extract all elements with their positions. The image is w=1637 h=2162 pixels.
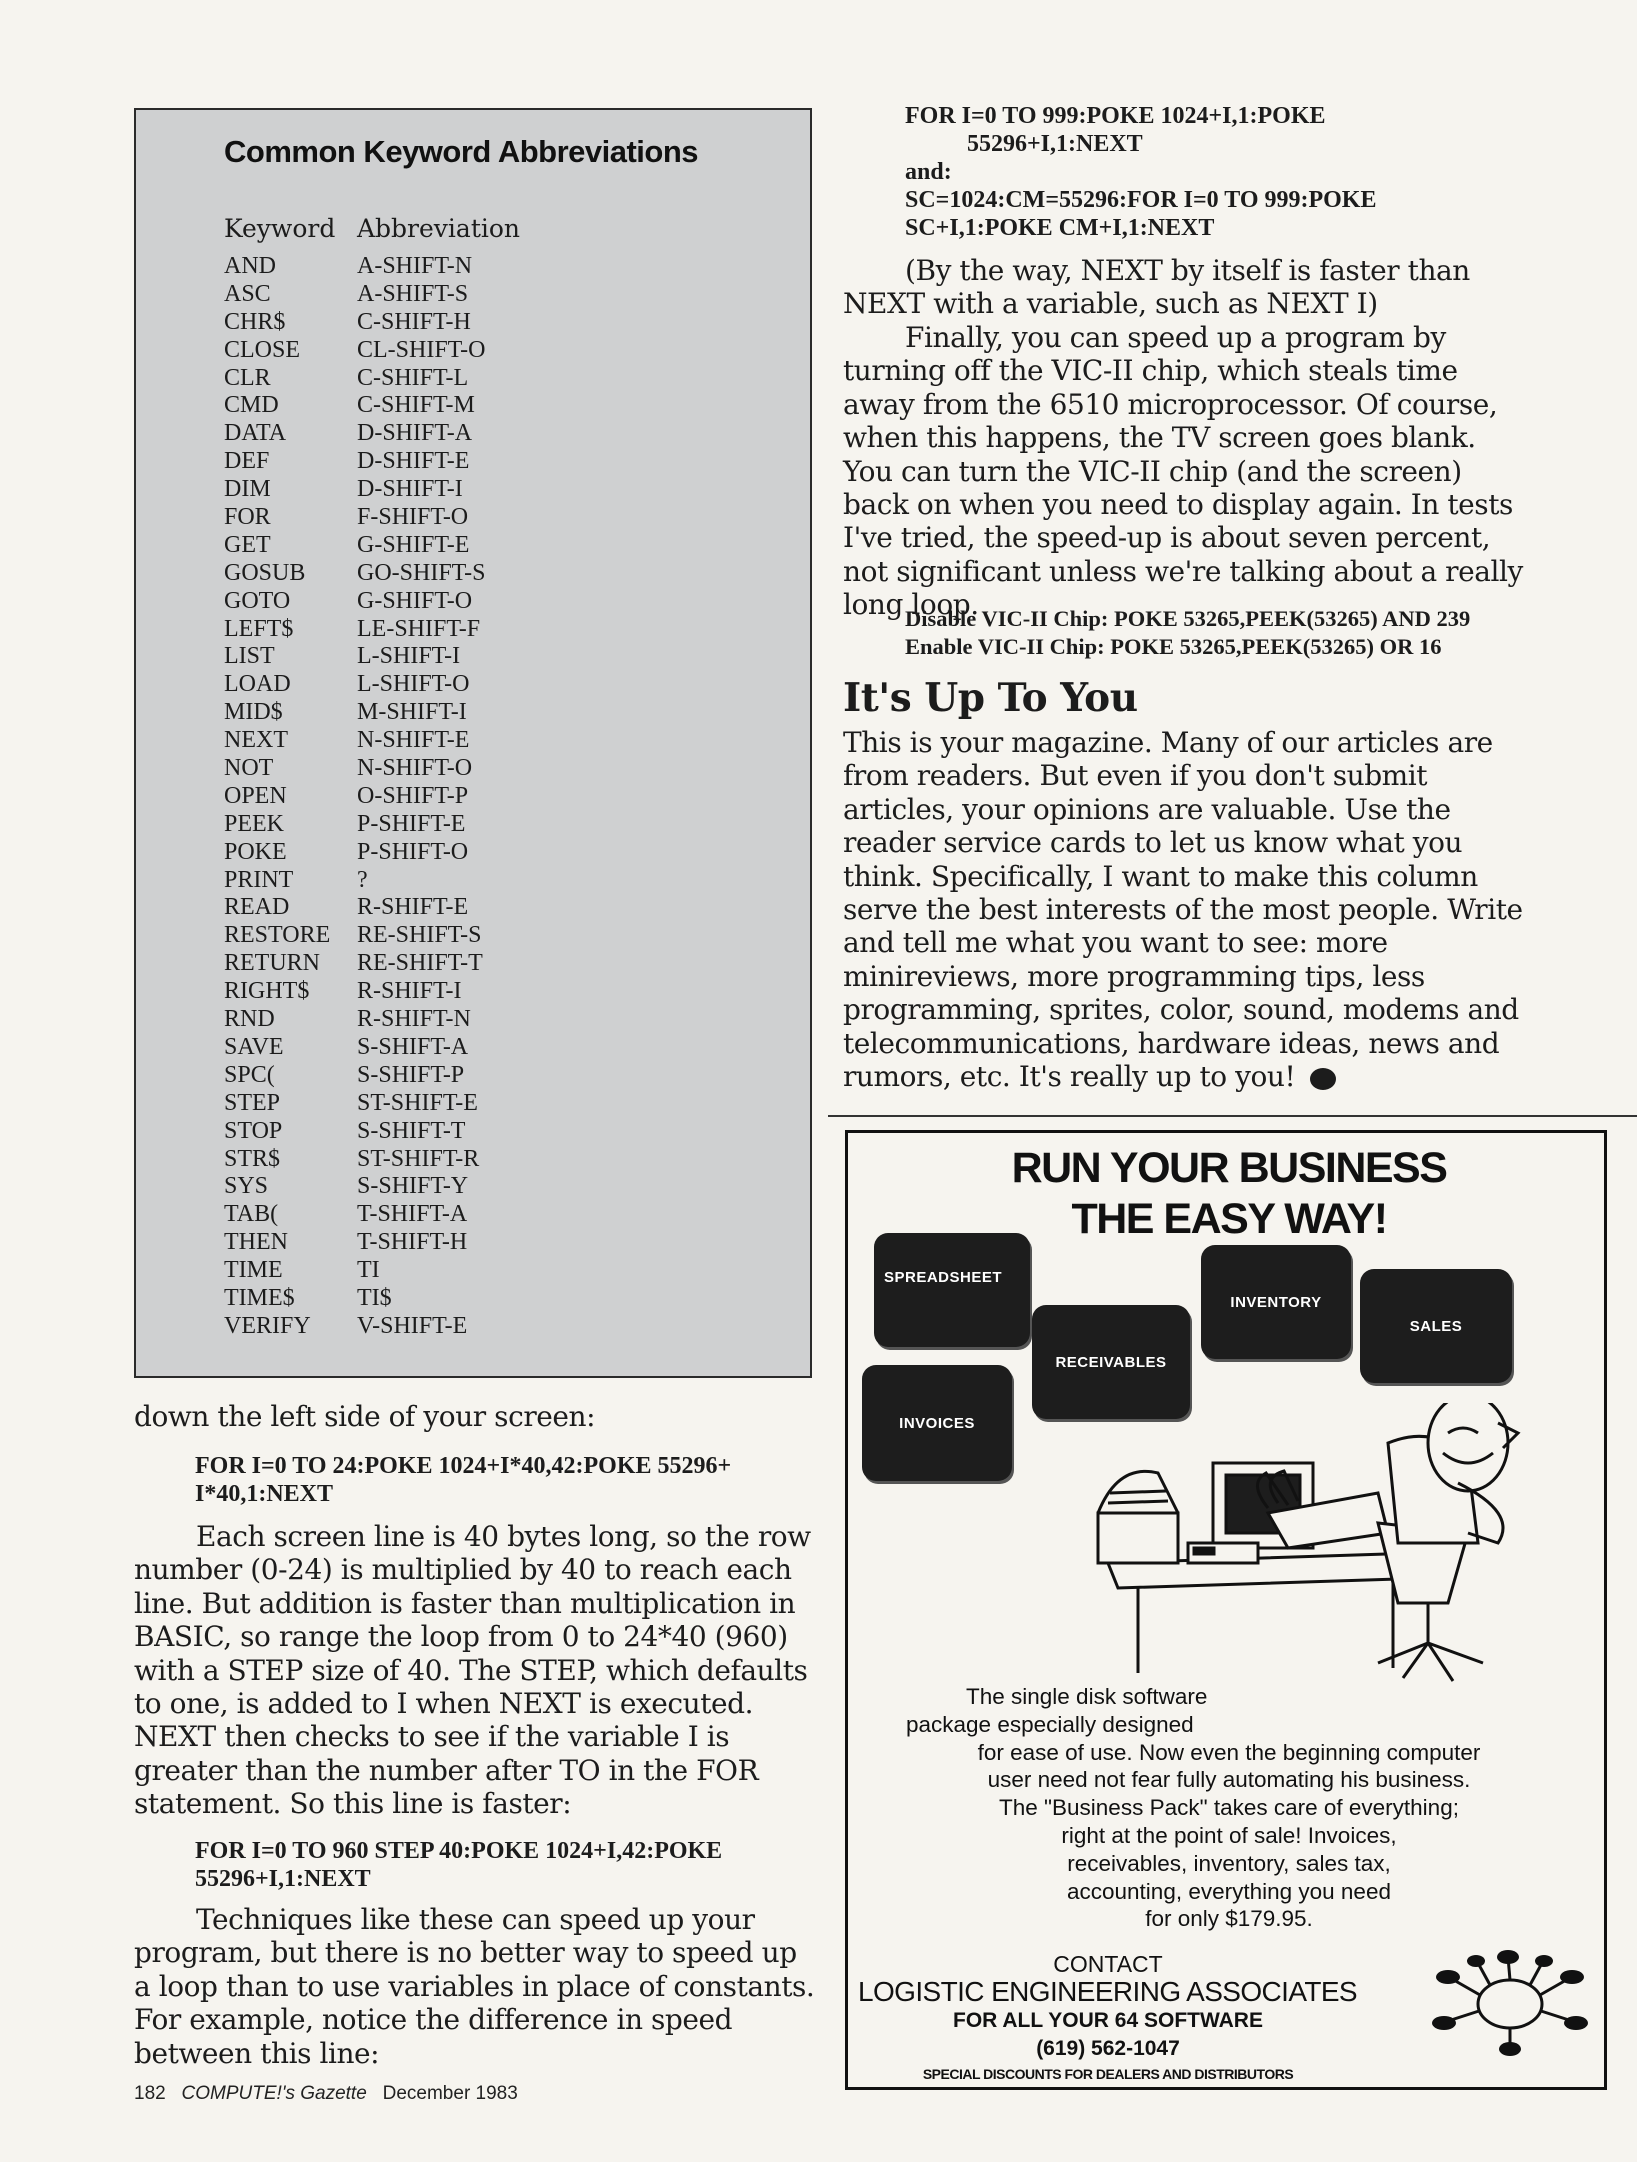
screen-inventory: INVENTORY [1201,1245,1351,1359]
paragraph: (By the way, NEXT by itself is faster than NEXT with a variable, such as NEXT I) [843,254,1470,321]
code-line: 55296+I,1:NEXT [195,1866,371,1892]
code-line: I*40,1:NEXT [195,1481,334,1507]
keyword-table-title: Common Keyword Abbreviations [224,134,699,169]
keyword-cell: SYS [224,1173,269,1200]
abbreviation-cell: C-SHIFT-L [357,364,469,391]
ad-body-line: receivables, inventory, sales tax, [1067,1850,1391,1876]
paragraph: Finally, you can speed up a program by turning off the VIC-II chip, which steals time away from the 6510 microprocessor. Of course, when this happens, the TV screen goes blank. You can turn the VIC-II chip (and the screen) back on when you need to display again. In tests I've tried, the speed-up is about seven percent, not significant unless we're talking about a really long loop. [843,321,1523,622]
keyword-row [224,1090,485,1118]
keyword-cell: GOSUB [224,559,306,586]
keyword-row [224,755,485,783]
keyword-row [224,1062,485,1090]
ad-body-line: The single disk software [966,1684,1208,1709]
abbreviation-cell: C-SHIFT-H [357,308,471,335]
keyword-cell: LOAD [224,671,291,698]
abbreviation-cell: S-SHIFT-T [357,1117,466,1144]
keyword-table-rows [224,253,485,1341]
keyword-cell: AND [224,253,276,279]
screen-sales: SALES [1360,1269,1512,1383]
keyword-row [224,309,485,337]
keyword-cell: CLR [224,364,271,391]
keyword-cell: CHR$ [224,308,286,335]
keyword-row [224,616,485,644]
paragraph: down the left side of your screen: [134,1400,596,1433]
screen-spreadsheet: SPREADSHEET [874,1233,1030,1347]
abbreviation-cell: TI$ [357,1284,392,1311]
keyword-cell: RESTORE [224,922,331,949]
keyword-cell: PRINT [224,866,294,893]
keyword-row [224,783,485,811]
code-line: Enable VIC-II Chip: POKE 53265,PEEK(53265) OR 16 [905,634,1442,659]
abbreviation-cell: D-SHIFT-I [357,476,463,503]
code-listing [905,102,1605,242]
ad-body-text [848,1683,1610,1933]
ad-body-line: for ease of use. Now even the beginning computer [977,1739,1481,1765]
keyword-table-box [134,108,812,1378]
keyword-column-header: Keyword [224,214,336,243]
abbreviation-cell: A-SHIFT-S [357,280,469,307]
abbreviation-cell: ? [357,866,368,893]
businessman-illustration [998,1403,1588,1693]
code-line: FOR I=0 TO 24:POKE 1024+I*40,42:POKE 55296+ [195,1453,732,1479]
abbreviation-cell: P-SHIFT-O [357,838,469,865]
code-line: 55296+I,1:NEXT [967,131,1143,157]
keyword-row [224,811,485,839]
ad-body-line: for only $179.95. [1145,1906,1313,1932]
keyword-row [224,281,485,309]
keyword-cell: STEP [224,1089,281,1116]
keyword-cell: CLOSE [224,336,301,363]
abbreviation-cell: T-SHIFT-A [357,1201,468,1228]
keyword-row [224,588,485,616]
keyword-row [224,476,485,504]
abbreviation-cell: L-SHIFT-O [357,671,470,698]
keyword-row [224,1201,485,1229]
abbreviation-cell: P-SHIFT-E [357,810,466,837]
abbreviation-cell: N-SHIFT-E [357,727,470,754]
keyword-cell: STR$ [224,1145,281,1172]
keyword-cell: THEN [224,1229,288,1256]
keyword-row [224,839,485,867]
keyword-row [224,420,485,448]
keyword-row [224,1173,485,1201]
code-line: SC+I,1:POKE CM+I,1:NEXT [905,215,1215,241]
abbreviation-cell: C-SHIFT-M [357,392,475,419]
keyword-cell: LIST [224,643,275,670]
ad-body-line: The "Business Pack" takes care of everything; [999,1795,1459,1821]
abbreviation-cell: M-SHIFT-I [357,699,467,726]
code-line: and: [905,159,952,185]
screen-receivables: RECEIVABLES [1032,1305,1190,1419]
keyword-row [224,922,485,950]
keyword-cell: MID$ [224,699,283,726]
abbreviation-cell: S-SHIFT-P [357,1061,465,1088]
keyword-row [224,1006,485,1034]
magazine-name: COMPUTE!'s Gazette [181,2083,367,2104]
keyword-row [224,1146,485,1174]
keyword-cell: RIGHT$ [224,978,310,1005]
abbreviation-cell: R-SHIFT-I [357,978,462,1005]
code-listing [195,1452,815,1508]
ad-headline-line: RUN YOUR BUSINESS [1011,1144,1447,1192]
ad-headline [848,1143,1610,1245]
ad-headline-line: THE EASY WAY! [1071,1195,1387,1243]
keyword-cell: GET [224,531,271,558]
abbreviation-cell: CL-SHIFT-O [357,336,486,363]
keyword-cell: VERIFY [224,1312,311,1339]
paragraph [843,726,1533,1093]
dealer-discount-note: SPECIAL DISCOUNTS FOR DEALERS AND DISTRIBUTORS [922,2066,1294,2082]
keyword-row [224,448,485,476]
company-logo-icon [1430,1949,1590,2059]
keyword-row [224,671,485,699]
abbreviation-cell: GO-SHIFT-S [357,559,486,586]
paragraph: Each screen line is 40 bytes long, so the row number (0-24) is multiplied by 40 to reach each line. But addition is faster than multiplication in BASIC, so range the loop from 0 to 24*40 (960) with a STEP size of 40. The STEP, which defaults to one, is added to I when NEXT is executed. NEXT then checks to see if the variable I is greater than the number after TO in the FOR statement. So this line is faster: [134,1520,811,1821]
keyword-row [224,1118,485,1146]
abbreviation-cell: N-SHIFT-O [357,755,473,782]
keyword-cell: DIM [224,476,271,503]
keyword-row [224,365,485,393]
abbreviation-cell: R-SHIFT-E [357,894,469,921]
keyword-cell: GOTO [224,587,291,614]
abbreviation-cell: G-SHIFT-O [357,587,473,614]
keyword-cell: POKE [224,838,287,865]
abbreviation-cell: TI [357,1257,380,1284]
keyword-cell: SPC( [224,1061,275,1088]
issue-date: December 1983 [382,2083,518,2104]
keyword-cell: NOT [224,755,274,782]
abbreviation-cell: L-SHIFT-I [357,643,461,670]
ad-tagline: FOR ALL YOUR 64 SOFTWARE [953,2009,1263,2032]
abbreviation-cell: D-SHIFT-E [357,448,470,475]
code-listing [905,605,1625,661]
keyword-row [224,894,485,922]
keyword-row [224,392,485,420]
code-line: FOR I=0 TO 960 STEP 40:POKE 1024+I,42:POKE [195,1838,723,1864]
ad-body-line: user need not fear fully automating his business. [987,1767,1471,1793]
keyword-cell: TIME$ [224,1284,295,1311]
keyword-row [224,699,485,727]
keyword-row [224,727,485,755]
keyword-row [224,1229,485,1257]
abbreviation-cell: F-SHIFT-O [357,504,469,531]
code-line: SC=1024:CM=55296:FOR I=0 TO 999:POKE [905,187,1377,213]
compute-logo-icon [1310,1068,1336,1090]
keyword-cell: OPEN [224,782,287,809]
keyword-row [224,337,485,365]
code-listing [195,1837,815,1893]
ad-body-line: accounting, everything you need [1067,1878,1391,1904]
keyword-cell: STOP [224,1117,283,1144]
keyword-row [224,1257,485,1285]
keyword-cell: RETURN [224,950,320,977]
abbreviation-cell: S-SHIFT-Y [357,1173,469,1200]
ad-contact [848,1951,1368,2085]
abbreviation-cell: RE-SHIFT-S [357,922,482,949]
keyword-cell: FOR [224,504,271,531]
abbreviation-cell: A-SHIFT-N [357,253,473,279]
keyword-row [224,978,485,1006]
paragraph: Techniques like these can speed up your program, but there is no better way to speed up a loop than to use variables in place of constants. For example, notice the difference in speed between this line: [134,1903,815,2070]
keyword-row [224,1285,485,1313]
page-number: 182 [134,2083,166,2104]
keyword-cell: RND [224,1006,275,1033]
keyword-cell: LEFT$ [224,615,294,642]
keyword-cell: TIME [224,1257,283,1284]
code-line: Disable VIC-II Chip: POKE 53265,PEEK(53265) AND 239 [905,606,1471,631]
keyword-row [224,504,485,532]
ad-body-line: right at the point of sale! Invoices, [1061,1822,1397,1848]
abbreviation-cell: ST-SHIFT-R [357,1145,480,1172]
keyword-row [224,643,485,671]
abbreviation-cell: ST-SHIFT-E [357,1089,478,1116]
keyword-cell: ASC [224,280,271,307]
section-heading: It's Up To You [843,675,1138,721]
abbreviation-cell: S-SHIFT-A [357,1033,469,1060]
keyword-cell: DATA [224,420,287,447]
keyword-cell: DEF [224,448,270,475]
keyword-cell: NEXT [224,727,288,754]
contact-label: CONTACT [1053,1951,1163,1977]
keyword-row [224,950,485,978]
keyword-cell: PEEK [224,810,284,837]
company-name: LOGISTIC ENGINEERING ASSOCIATES [858,1976,1357,2007]
keyword-cell: CMD [224,392,279,419]
advertisement [845,1130,1607,2090]
keyword-row [224,532,485,560]
paragraph-text: This is your magazine. Many of our articles are from readers. But even if you don't submit articles, your opinions are valuable. Use the reader service cards to let us know what you think. Specifically, I want to make this column serve the best interests of the most people. Write and tell me what you want to see: more minireviews, more programming tips, less programming, sprites, color, sound, modems and telecommunications, hardware ideas, news and rumors, etc. It's really up to you! [843,726,1523,1094]
page-footer [134,2083,518,2105]
abbreviation-column-header: Abbreviation [357,214,521,243]
keyword-row [224,253,485,281]
code-line: FOR I=0 TO 999:POKE 1024+I,1:POKE [905,103,1326,129]
keyword-cell: READ [224,894,290,921]
ad-body-line: package especially designed [906,1711,1194,1737]
abbreviation-cell: LE-SHIFT-F [357,615,481,642]
abbreviation-cell: V-SHIFT-E [357,1312,468,1339]
keyword-row [224,560,485,588]
keyword-cell: TAB( [224,1201,279,1228]
screen-invoices: INVOICES [862,1365,1012,1481]
keyword-row [224,867,485,895]
keyword-table-header [224,214,520,243]
abbreviation-cell: T-SHIFT-H [357,1229,468,1256]
abbreviation-cell: R-SHIFT-N [357,1006,471,1033]
keyword-row [224,1313,485,1341]
phone-number: (619) 562-1047 [1036,2037,1180,2060]
keyword-cell: SAVE [224,1033,284,1060]
abbreviation-cell: D-SHIFT-A [357,420,473,447]
abbreviation-cell: G-SHIFT-E [357,531,470,558]
keyword-row [224,1034,485,1062]
abbreviation-cell: O-SHIFT-P [357,782,469,809]
abbreviation-cell: RE-SHIFT-T [357,950,483,977]
